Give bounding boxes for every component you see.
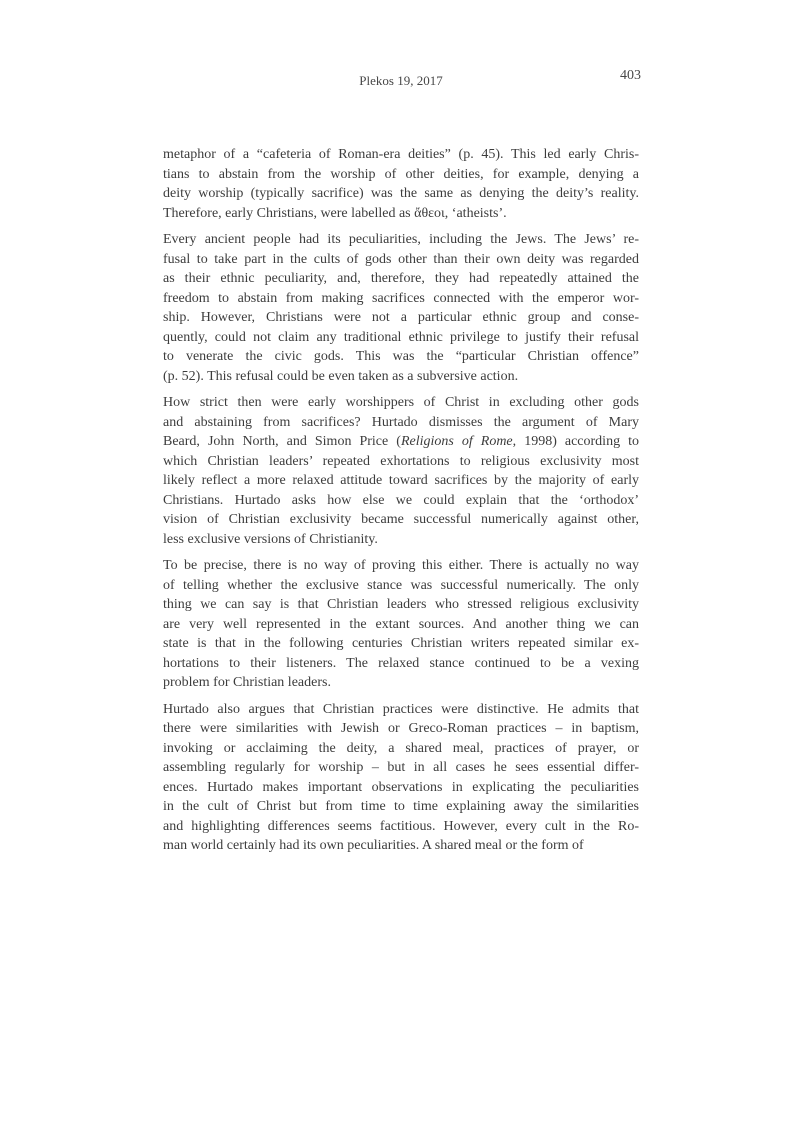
text-line: fusal to take part in the cults of gods other than their own deity was regarded [163,251,639,267]
text-line: To be precise, there is no way of proving this either. There is actually no way [163,558,639,573]
paragraph-3 [163,393,639,549]
text-line: (p. 52). This refusal could be even taken as a subversive action. [163,368,519,384]
text-line: assembling regularly for worship – but in all cases he sees essential differ- [163,760,639,775]
text-line: state is that in the following centuries Christian writers repeated similar ex- [163,636,639,651]
text-line: tians to abstain from the worship of other deities, for example, denying a [163,166,639,182]
text-line: thing we can say is that Christian leaders who stressed religious exclusivity [163,597,639,612]
text-line: metaphor of a “cafeteria of Roman-era deities” (p. 45). This led early Chris- [163,147,639,162]
text-line: quently, could not claim any traditional ethnic privilege to justify their refusal [163,329,639,345]
text-line: Hurtado also argues that Christian practices were distinctive. He admits that [163,701,639,717]
text-line: Every ancient people had its peculiarities, including the Jews. The Jews’ re- [163,232,639,247]
page-number: 403 [620,68,641,83]
text-line: vision of Christian exclusivity became successful numerically against other, [163,512,639,527]
text-line: and highlighting differences seems factitious. However, every cult in the Ro- [163,818,639,834]
text-line: in the cult of Christ but from time to time explaining away the similarities [163,799,639,814]
text-line: are very well represented in the extant sources. And another thing we can [163,616,639,632]
text-line: Beard, John North, and Simon Price (Religions of Rome, 1998) according to [163,434,639,449]
paragraph-4 [163,556,639,693]
text-line: ship. However, Christians were not a particular ethnic group and conse- [163,310,639,325]
text-line: likely reflect a more relaxed attitude toward sacrifices by the majority of early [163,473,639,488]
paragraph-1 [163,145,639,223]
text-line: which Christian leaders’ repeated exhortations to religious exclusivity most [163,453,639,469]
running-head: Plekos 19, 2017 [359,73,443,88]
text-line: of telling whether the exclusive stance was successful numerically. The only [163,577,639,593]
text-line: ences. Hurtado makes important observations in explicating the peculiarities [163,779,639,795]
text-line: less exclusive versions of Christianity. [163,531,378,547]
text-line: as their ethnic peculiarity, and, therefore, they had repeatedly attained the [163,271,639,286]
text-line: freedom to abstain from making sacrifices connected with the emperor wor- [163,290,639,306]
text-line: man world certainly had its own peculiarities. A shared meal or the form of [163,838,584,853]
text-line: and abstaining from sacrifices? Hurtado dismisses the argument of Mary [163,414,639,430]
text-line: Christians. Hurtado asks how else we could explain that the ‘orthodox’ [163,492,639,508]
text-line: to venerate the civic gods. This was the “particular Christian offence” [163,349,639,364]
paragraph-5 [163,700,639,856]
text-line: invoking or acclaiming the deity, a shared meal, practices of prayer, or [163,740,639,756]
text-line: problem for Christian leaders. [163,675,331,690]
paragraph-2 [163,230,639,386]
text-line: hortations to their listeners. The relaxed stance continued to be a vexing [163,655,639,671]
text-line: there were similarities with Jewish or Greco-Roman practices – in baptism, [163,721,639,736]
text-line: deity worship (typically sacrifice) was the same as denying the deity’s reality. [163,186,639,201]
text-line: Therefore, early Christians, were labelled as ἄθεοι, ‘atheists’. [163,205,507,221]
text-line: How strict then were early worshippers of Christ in excluding other gods [163,395,639,410]
page-body [163,145,639,863]
